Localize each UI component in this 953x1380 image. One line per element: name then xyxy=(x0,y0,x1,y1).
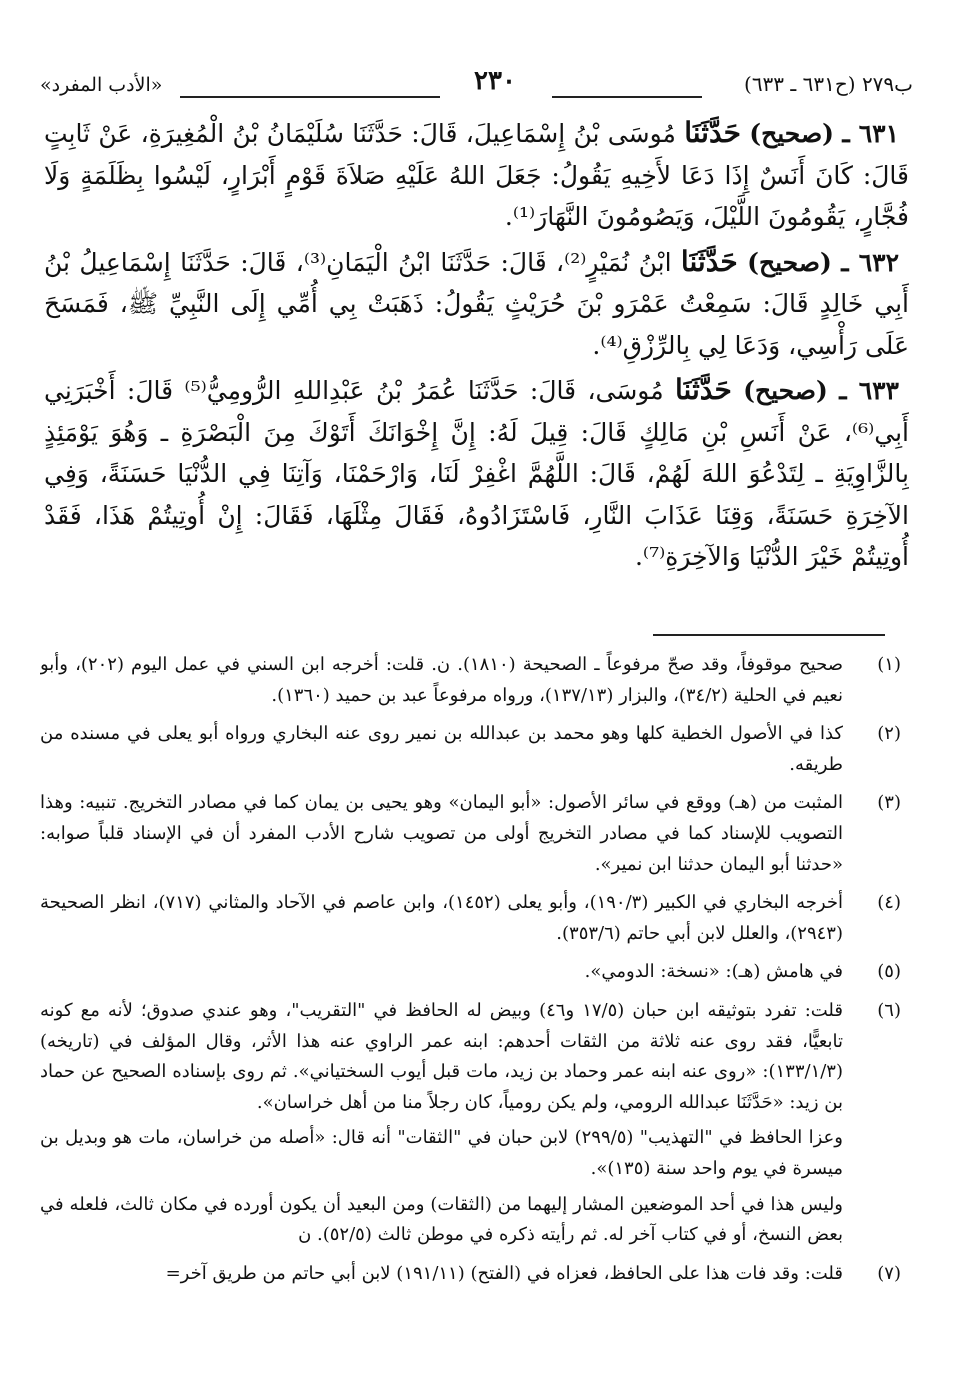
footnote-3 xyxy=(40,788,901,885)
hadith-number: ٦٣٢ ـ xyxy=(841,247,900,277)
hadith-grade: (صحيح) xyxy=(749,119,835,148)
running-reference: ب٢٧٩ (ح٦٣١ ـ ٦٣٣) xyxy=(744,72,913,96)
footnote-number: (٣) xyxy=(877,792,901,814)
footnote-body xyxy=(40,957,843,993)
hadith-body: ابْنُ نُمَيْرٍ⁽²⁾، قَالَ: حَدَّثَنَا ابْنُ الْيَمَانِ⁽³⁾، قَالَ: حَدَّثَنَا إِسْمَاعِيلُ بْنُ أَبِي خَالِدٍ قَالَ: سَمِعْتُ عَمْرَو بْنَ حُرَيْثٍ يَقُولُ: ذَهَبَتْ بِي أُمِّي إِلَى النَّبِيِّ ﷺ، فَمَسَحَ عَلَى رَأْسِي، وَدَعَا لِي بِالرِّزْقِ⁽⁴⁾. xyxy=(44,247,909,360)
footnote-6 xyxy=(40,996,901,1256)
footnote-5 xyxy=(40,957,901,993)
footnote-paragraph: في هامش (هـ): «نسخة: الدومي». xyxy=(584,961,843,983)
footnote-number: (٧) xyxy=(877,1262,901,1284)
hadith-633 xyxy=(44,369,909,578)
hadith-631 xyxy=(44,112,909,238)
footnote-body xyxy=(40,719,843,785)
hadith-text-block xyxy=(44,112,909,624)
footnote-paragraph: أخرجه البخاري في الكبير (١٩٠/٣)، وأبو يعلى (١٤٥٢)، وابن عاصم في الآحاد والمثاني (٧١٧)، انظر الصحيحة (٢٩٤٣)، والعلل لابن أبي حاتم (٣٥٣/٦). xyxy=(40,892,843,944)
footnote-1 xyxy=(40,650,901,716)
footnote-number: (٦) xyxy=(877,999,901,1021)
footnote-body xyxy=(40,650,843,716)
footnote-4 xyxy=(40,888,901,954)
hadith-grade: (صحيح) xyxy=(747,247,832,277)
hadith-body: مُوسَى بْنُ إِسْمَاعِيلَ، قَالَ: حَدَّثَنَا سُلَيْمَانُ بْنُ الْمُغِيرَةِ، عَنْ ثَابِتٍ قَالَ: كَانَ أَنَسٌ إِذَا دَعَا لأَخِيهِ يَقُولُ: جَعَلَ اللهُ عَلَيْهِ صَلاَةَ قَوْمٍ أَبْرَارٍ، لَيْسُوا بِظَلَمَةٍ وَلَا فُجَّارٍ، يَقُومُونَ اللَّيْلَ، وَيَصُومُونَ النَّهَارَ⁽¹⁾. xyxy=(44,119,909,231)
book-title: «الأدب المفرد» xyxy=(40,74,163,96)
hadith-number: ٦٣٣ ـ xyxy=(839,376,899,405)
footnote-number: (٥) xyxy=(877,961,901,983)
footnote-number: (٤) xyxy=(877,892,901,914)
header-rule-right xyxy=(552,96,702,98)
hadith-number: ٦٣١ ـ xyxy=(842,119,900,148)
footnote-paragraph: وعزا الحافظ في "التهذيب" (٢٩٩/٥) لابن حبان في "الثقات" أنه قال: «أصله من خراسان، مات هو وبديل بن ميسرة في يوم واحد سنة (١٣٥)». xyxy=(40,1127,843,1179)
hadith-lead-word: حَدَّثَنَا xyxy=(680,244,738,278)
footnote-paragraph: صحيح موقوفاً، وقد صحّ مرفوعاً ـ الصحيحة (١٨١٠). ن. قلت: أخرجه ابن السني في عمل اليوم (٢٠٢)، وأبو نعيم في الحلية (٣٤/٢)، والبزار (١٣٧/١٣)، ورواه مرفوعاً عبد بن حميد (١٣٦٠). xyxy=(40,654,843,706)
hadith-grade: (صحيح) xyxy=(743,376,828,405)
footnote-body xyxy=(40,888,843,954)
hadith-632 xyxy=(44,241,909,367)
footnote-number: (١) xyxy=(877,654,901,675)
hadith-body: مُوسَى، قَالَ: حَدَّثَنَا عُمَرُ بْنُ عَبْدِاللهِ الرُّومِيُّ⁽⁵⁾ قَالَ: أَخْبَرَنِي أَبِي⁽⁶⁾، عَنْ أَنَسِ بْنِ مَالِكٍ قَالَ: قِيلَ لَهُ: إِنَّ إِخْوَانَكَ أَتَوْكَ مِنَ الْبَصْرَةِ ـ وَهُوَ يَوْمَئِذٍ بِالزَّاوِيَةِ ـ لِتَدْعُوَ اللهَ لَهُمْ، قَالَ: اللَّهُمَّ اغْفِرْ لَنَا، وَارْحَمْنَا، وَآتِنَا فِي الدُّنْيَا حَسَنَةً، وَفِي الآخِرَةِ حَسَنَةً، وَقِنَا عَذَابَ النَّارِ، فَاسْتَزَادُوهُ، فَقَالَ مِثْلَهَا، فَقَالَ: إِنْ أُوتِيتُمْ هَذَا، فَقَدْ أُوتِيتُمْ خَيْرَ الدُّنْيَا وَالآخِرَةِ⁽⁷⁾. xyxy=(44,376,909,571)
header-rule-left xyxy=(180,96,440,98)
footnote-body xyxy=(40,1259,843,1295)
footnotes-block xyxy=(40,650,901,1370)
hadith-lead-word: حَدَّثَنَا xyxy=(684,116,741,149)
footnote-body xyxy=(40,996,843,1256)
footnote-separator xyxy=(653,634,885,636)
footnote-number: (٢) xyxy=(877,723,901,745)
footnote-paragraph: قلت: وقد فات هذا على الحافظ، فعزاه في (الفتح) (١٩١/١١) لابن أبي حاتم من طريق آخر= xyxy=(165,1262,843,1284)
hadith-lead-word: حَدَّثَنَا xyxy=(675,373,732,406)
footnote-paragraph: كذا في الأصول الخطية كلها وهو محمد بن عبدالله بن نمير روى عنه البخاري ورواه أبو يعلى في مسنده من طريقه. xyxy=(40,723,843,775)
footnote-body xyxy=(40,788,843,885)
footnote-paragraph: وليس هذا في أحد الموضعين المشار إليهما من (الثقات) ومن البعيد أن يكون أورده في مكان ثالث، فلعله في بعض النسخ، أو في كتاب آخر له. ثم رأيته ذكره في موطن ثالث (٥٢/٥). ن xyxy=(40,1193,843,1246)
footnote-2 xyxy=(40,719,901,785)
running-header xyxy=(40,66,913,102)
page-number: ٢٣٠ xyxy=(474,66,516,96)
footnote-paragraph: قلت: تفرد بتوثيقه ابن حبان (١٧/٥ و٤٦) وبيض له الحافظ في "التقريب"، وهو عندي صدوق؛ لأنه مع كونه تابعيًّا، فقد روى عنه ثلاثة من الثقات أحدهم: ابنه عمر الراوي عنه هذا الأثر، وقال المؤلف في (تاريخه) (١٣٣/١/٣): «روى عنه ابنه عمر وحماد بن زيد، مات قبل أيوب السختياني». ثم روى بإسناده الصحيح عن حماد بن زيد: «حَدَّثَنَا عبدالله الرومي، ولم يكن رومياً، كان رجلاً منا من أهل خراسان». xyxy=(40,999,843,1113)
footnote-7 xyxy=(40,1259,901,1295)
footnote-paragraph: المثبت من (هـ) ووقع في سائر الأصول: «أبو اليمان» وهو يحيى بن يمان كما في مصادر التخريج. تنبيه: وهذا التصويب للإسناد كما في مصادر التخريج أولى من تصويب شارح الأدب المفرد أن في الإسناد قلباً صوابه: «حدثنا أبو اليمان حدثنا ابن نمير». xyxy=(40,792,843,875)
